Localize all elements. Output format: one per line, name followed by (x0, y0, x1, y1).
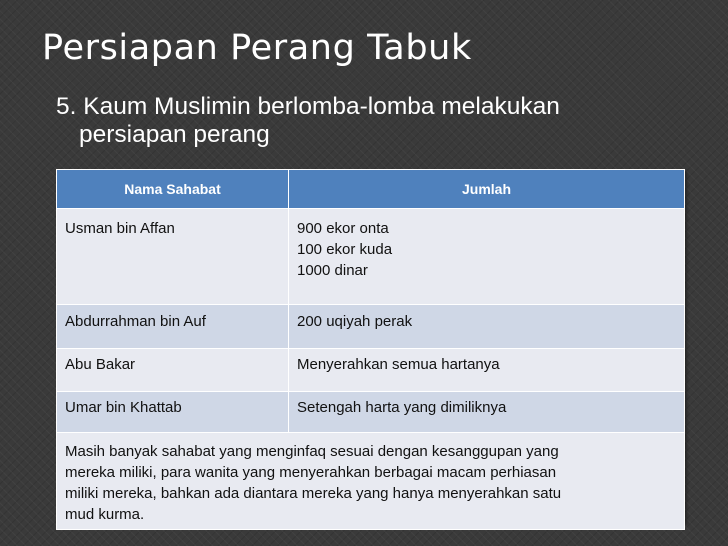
table-row (57, 349, 685, 392)
amount-line: 1000 dinar (297, 262, 368, 279)
subtitle-line-2: persiapan perang (79, 121, 270, 148)
header-jumlah: Jumlah (289, 170, 685, 209)
amount-line: 900 ekor onta (297, 220, 389, 237)
cell-name: Umar bin Khattab (57, 392, 289, 433)
cell-amount (289, 209, 685, 305)
table-row (57, 392, 685, 433)
table-row (57, 305, 685, 349)
footer-line: miliki mereka, bahkan ada diantara mereka yang hanya menyerahkan satu (65, 485, 562, 502)
footer-line: Masih banyak sahabat yang menginfaq sesuai dengan kesanggupan yang (65, 443, 559, 460)
contribution-table (56, 169, 685, 523)
footer-line: mereka miliki, para wanita yang menyerahkan berbagai macam perhiasan (65, 464, 557, 481)
slide-subtitle (56, 93, 706, 149)
cell-amount: 200 uqiyah perak (289, 305, 685, 349)
footer-line: mud kurma. (65, 506, 145, 523)
amount-line: 100 ekor kuda (297, 241, 393, 258)
table-row (57, 209, 685, 305)
slide-title: Persiapan Perang Tabuk (42, 28, 472, 68)
cell-name: Usman bin Affan (57, 209, 289, 305)
cell-name: Abu Bakar (57, 349, 289, 392)
footer-note (57, 433, 685, 530)
header-nama-sahabat: Nama Sahabat (57, 170, 289, 209)
table-footer-row (57, 433, 685, 530)
cell-amount: Menyerahkan semua hartanya (289, 349, 685, 392)
subtitle-line-1: 5. Kaum Muslimin berlomba-lomba melakukan (56, 93, 560, 120)
cell-amount: Setengah harta yang dimiliknya (289, 392, 685, 433)
table-header-row (57, 170, 685, 209)
cell-name: Abdurrahman bin Auf (57, 305, 289, 349)
